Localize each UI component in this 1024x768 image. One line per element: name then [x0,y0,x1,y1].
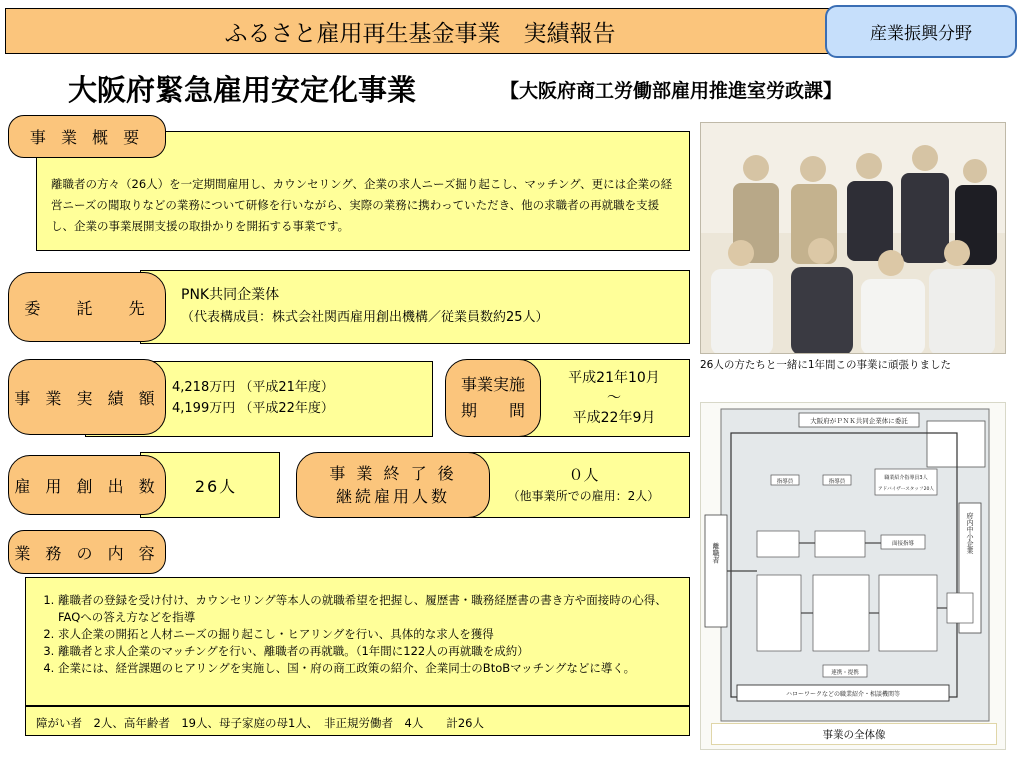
contractor-label: 委 託 先 [24,298,150,318]
diagram-box-counselor: 指導員 [776,479,794,485]
duties-panel [25,577,690,706]
contractor-name: PNK共同企業体 [181,287,280,303]
photo-caption: 26人の方たちと一緒に1年間この事業に頑張りました [700,359,952,371]
period-start: 平成21年10月 [568,370,660,386]
diagram-caption-text: 事業の全体像 [822,728,886,741]
results-amount-label-pill [8,359,166,435]
period-label-line2: 期 間 [460,401,525,420]
continued-employment-panel [463,452,690,518]
period-tilde: ～ [607,390,621,406]
field-badge-label: 産業振興分野 [870,24,972,44]
diagram-frame [700,402,1006,750]
diagram-bottom: ハローワークなどの職業紹介・相談機関等 [785,691,901,698]
jobs-created-label: 雇 用 創 出 数 [14,476,160,496]
diagram-box-staff: 指導員 [828,479,846,485]
continued-employment-label-line2: 継続雇用人数 [335,487,450,506]
jobs-created-value: 26人 [194,476,238,496]
report-title: ふるさと雇用再生基金事業 実績報告 [224,20,616,47]
duties-label: 業 務 の 内 容 [14,543,160,563]
duty-item: 3. 離職者と求人企業のマッチングを行い、離職者の再就職。（1年間に122人の再就職を成約） [58,643,681,660]
duty-item: 4. 企業には、経営課題のヒアリングを実施し、国・府の商工政策の紹介、企業同士のBtoBマッチングなどに導く。 [58,660,681,677]
duties-label-pill [8,530,166,574]
contractor-panel [140,270,690,344]
overview-text: 離職者の方々（26人）を一定期間雇用し、カウンセリング、企業の求人ニーズ掘り起こし、マッチング、更には企業の経営ニーズの聞取りなどの業務について研修を行いながら、実際の業務に携わっていただき、他の求職者の再就職を支援し、企業の事業展開支援の取掛かりを開拓する事業です。 [51,177,673,233]
duties-breakdown-panel [25,706,690,736]
diagram-box-advisor2: アドバイザースタッフ20人 [877,487,935,492]
group-photo [700,122,1006,354]
department-name: 【大阪府商工労働部雇用推進室労政課】 [500,80,843,102]
diagram-title: 大阪府がＰＮＫ共同企業体に委託 [810,417,908,425]
group-photo-image [701,123,1006,354]
contractor-label-pill [8,272,166,342]
diagram-box-match: 面接指導 [891,541,915,547]
diagram-caption [711,723,997,745]
continued-employment-label-pill [296,452,490,518]
results-amount-line2: 4,199万円 （平成22年度） [172,401,334,416]
overview-label-pill [8,115,166,158]
period-end: 平成22年9月 [572,410,656,426]
period-label-pill [445,359,541,437]
contractor-detail: （代表構成員：株式会社関西雇用創出機構／従業員数約25人） [181,310,549,325]
program-overview-diagram [701,403,1005,723]
continued-employment-value: ０人 [568,466,599,484]
continued-employment-label-line1: 事 業 終 了 後 [329,464,457,483]
duties-breakdown: 障がい者 2人、高年齢者 19人、母子家庭の母1人、 非正規労働者 4人 計26人 [36,716,484,730]
period-label-line1: 事業実施 [460,375,525,394]
project-name: 大阪府緊急雇用安定化事業 [68,73,417,107]
diagram-side-right: 府内中小企業 [966,512,974,554]
duty-item: 2. 求人企業の開拓と人材ニーズの掘り起こし・ヒアリングを行い、具体的な求人を獲得 [58,626,681,643]
duty-item: 1. 離職者の登録を受け付け、カウンセリング等本人の就職希望を把握し、履歴書・職務経歴書の書き方や面接時の心得、FAQへの答え方などを指導 [58,592,681,626]
jobs-created-label-pill [8,455,166,515]
diagram-box-advisor: 職業紹介指導員3人 [884,475,928,481]
results-amount-line1: 4,218万円 （平成21年度） [172,380,334,395]
overview-label: 事 業 概 要 [29,128,145,147]
duties-list [36,592,681,677]
diagram-box-cooperate: 連携・提携 [831,670,859,676]
report-title-bar [5,8,835,54]
results-amount-label: 事 業 実 績 額 [14,388,160,408]
continued-employment-note: （他事業所での雇用：2人） [507,489,660,503]
diagram-side-left: 離職者 [712,542,720,564]
field-badge [825,5,1017,58]
